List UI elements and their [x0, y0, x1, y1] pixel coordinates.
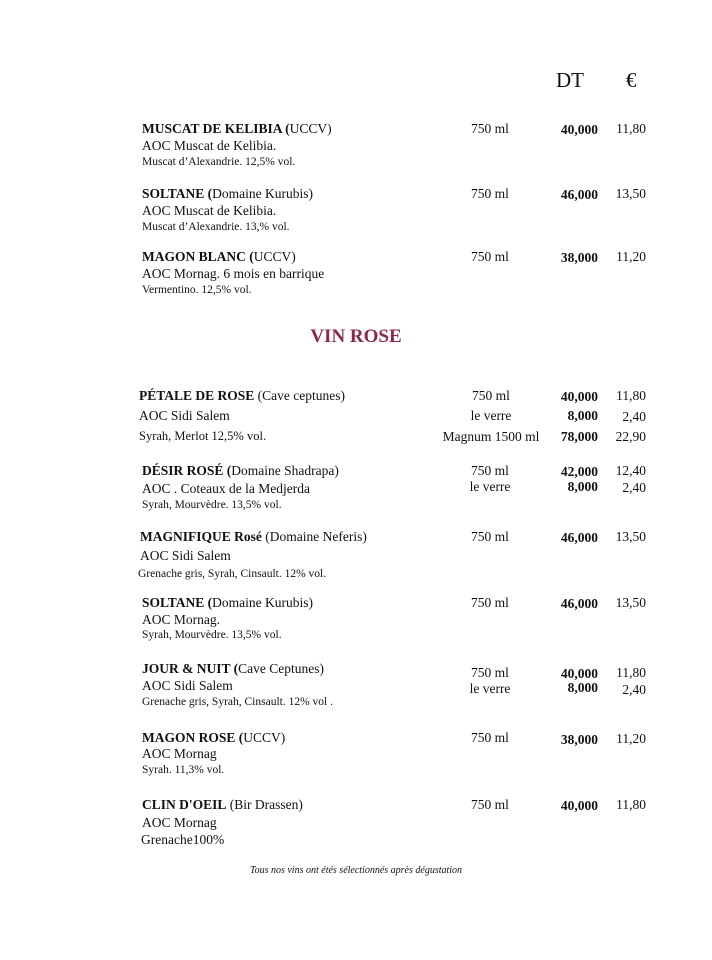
price-eur: 11,80 [616, 797, 646, 812]
wine-grape: Vermentino. 12,5% vol. [142, 284, 252, 296]
wine-name: JOUR & NUIT (Cave Ceptunes) [142, 661, 324, 676]
price-eur: 13,50 [615, 529, 646, 544]
price-dt: 40,000 [560, 666, 598, 681]
bottle-size: 750 ml [471, 529, 509, 544]
price-dt: 40,000 [560, 122, 598, 137]
wine-appellation: AOC Muscat de Kelibia. [142, 203, 277, 218]
wine-appellation: AOC . Coteaux de la Medjerda [142, 481, 310, 496]
wine-name: MAGNIFIQUE Rosé (Domaine Neferis) [140, 529, 367, 544]
price-eur: 11,20 [616, 249, 646, 264]
wine-grape: Syrah, Mourvèdre. 13,5% vol. [142, 499, 282, 511]
wine-grape: Muscat d’Alexandrie. 13,% vol. [142, 221, 290, 233]
bottle-size: 750 ml [471, 121, 509, 136]
bottle-size: 750 ml [471, 463, 509, 478]
bottle-size: 750 ml [471, 249, 509, 264]
bottle-size: 750 ml [471, 665, 509, 680]
wine-name: MUSCAT DE KELIBIA (UCCV) [142, 121, 332, 136]
price-dt: 46,000 [560, 596, 598, 611]
price-eur: 12,40 [615, 463, 646, 478]
price-dt: 46,000 [560, 530, 598, 545]
wine-name: CLIN D'OEIL (Bir Drassen) [142, 797, 303, 812]
dt-column-header: DT [556, 68, 584, 92]
wine-name: DÉSIR ROSÉ (Domaine Shadrapa) [142, 463, 339, 478]
wine-appellation: AOC Sidi Salem [139, 408, 230, 423]
price-dt: 38,000 [560, 250, 598, 265]
section-title-vin-rose: VIN ROSE [310, 326, 402, 347]
price-eur: 2,40 [622, 409, 646, 424]
wine-grape: Grenache gris, Syrah, Cinsault. 12% vol. [138, 568, 327, 580]
wine-grape: Muscat d’Alexandrie. 12,5% vol. [142, 156, 296, 168]
wine-appellation: AOC Sidi Salem [142, 678, 233, 693]
wine-appellation: AOC Mornag [142, 746, 217, 761]
glass-size: le verre [469, 681, 511, 696]
price-dt: 8,000 [567, 479, 598, 494]
price-eur: 2,40 [622, 682, 646, 697]
price-eur: 2,40 [622, 480, 646, 495]
price-dt: 46,000 [560, 187, 598, 202]
wine-appellation: AOC Mornag. 6 mois en barrique [142, 266, 325, 281]
price-eur: 11,20 [616, 731, 646, 746]
wine-name: MAGON BLANC (UCCV) [142, 249, 296, 264]
price-dt: 40,000 [560, 389, 598, 404]
wine-appellation: AOC Sidi Salem [140, 548, 231, 563]
bottle-size: 750 ml [471, 797, 509, 812]
price-dt: 8,000 [567, 408, 598, 423]
wine-name: PÉTALE DE ROSE (Cave ceptunes) [139, 388, 345, 403]
bottle-size: 750 ml [472, 388, 510, 403]
wine-name: MAGON ROSE (UCCV) [142, 730, 286, 745]
wine-appellation: AOC Mornag [142, 815, 217, 830]
wine-grape: Grenache gris, Syrah, Cinsault. 12% vol . [142, 696, 333, 708]
wine-name: SOLTANE (Domaine Kurubis) [142, 186, 314, 201]
bottle-size: 750 ml [471, 730, 509, 745]
price-dt: 40,000 [560, 798, 598, 813]
wine-appellation: AOC Mornag. [142, 612, 220, 627]
footer-note: Tous nos vins ont étés sélectionnés après dégustation [249, 865, 463, 876]
price-dt: 8,000 [567, 680, 598, 695]
magnum-size: Magnum 1500 ml [442, 429, 540, 444]
glass-size: le verre [470, 408, 512, 423]
wine-appellation: AOC Muscat de Kelibia. [142, 138, 277, 153]
wine-grape: Grenache100% [141, 832, 225, 847]
price-dt: 38,000 [560, 732, 598, 747]
price-dt: 42,000 [560, 464, 598, 479]
price-dt: 78,000 [560, 429, 598, 444]
wine-grape: Syrah, Merlot 12,5% vol. [139, 429, 267, 443]
bottle-size: 750 ml [471, 595, 509, 610]
price-eur: 22,90 [615, 429, 646, 444]
price-eur: 13,50 [615, 186, 646, 201]
price-eur: 13,50 [615, 595, 646, 610]
price-eur: 11,80 [616, 121, 646, 136]
euro-column-header: € [626, 68, 637, 92]
price-eur: 11,80 [616, 665, 646, 680]
price-eur: 11,80 [616, 388, 646, 403]
glass-size: le verre [469, 479, 511, 494]
wine-grape: Syrah. 11,3% vol. [142, 764, 225, 776]
wine-name: SOLTANE (Domaine Kurubis) [142, 595, 314, 610]
wine-grape: Syrah, Mourvèdre. 13,5% vol. [142, 629, 282, 641]
bottle-size: 750 ml [471, 186, 509, 201]
